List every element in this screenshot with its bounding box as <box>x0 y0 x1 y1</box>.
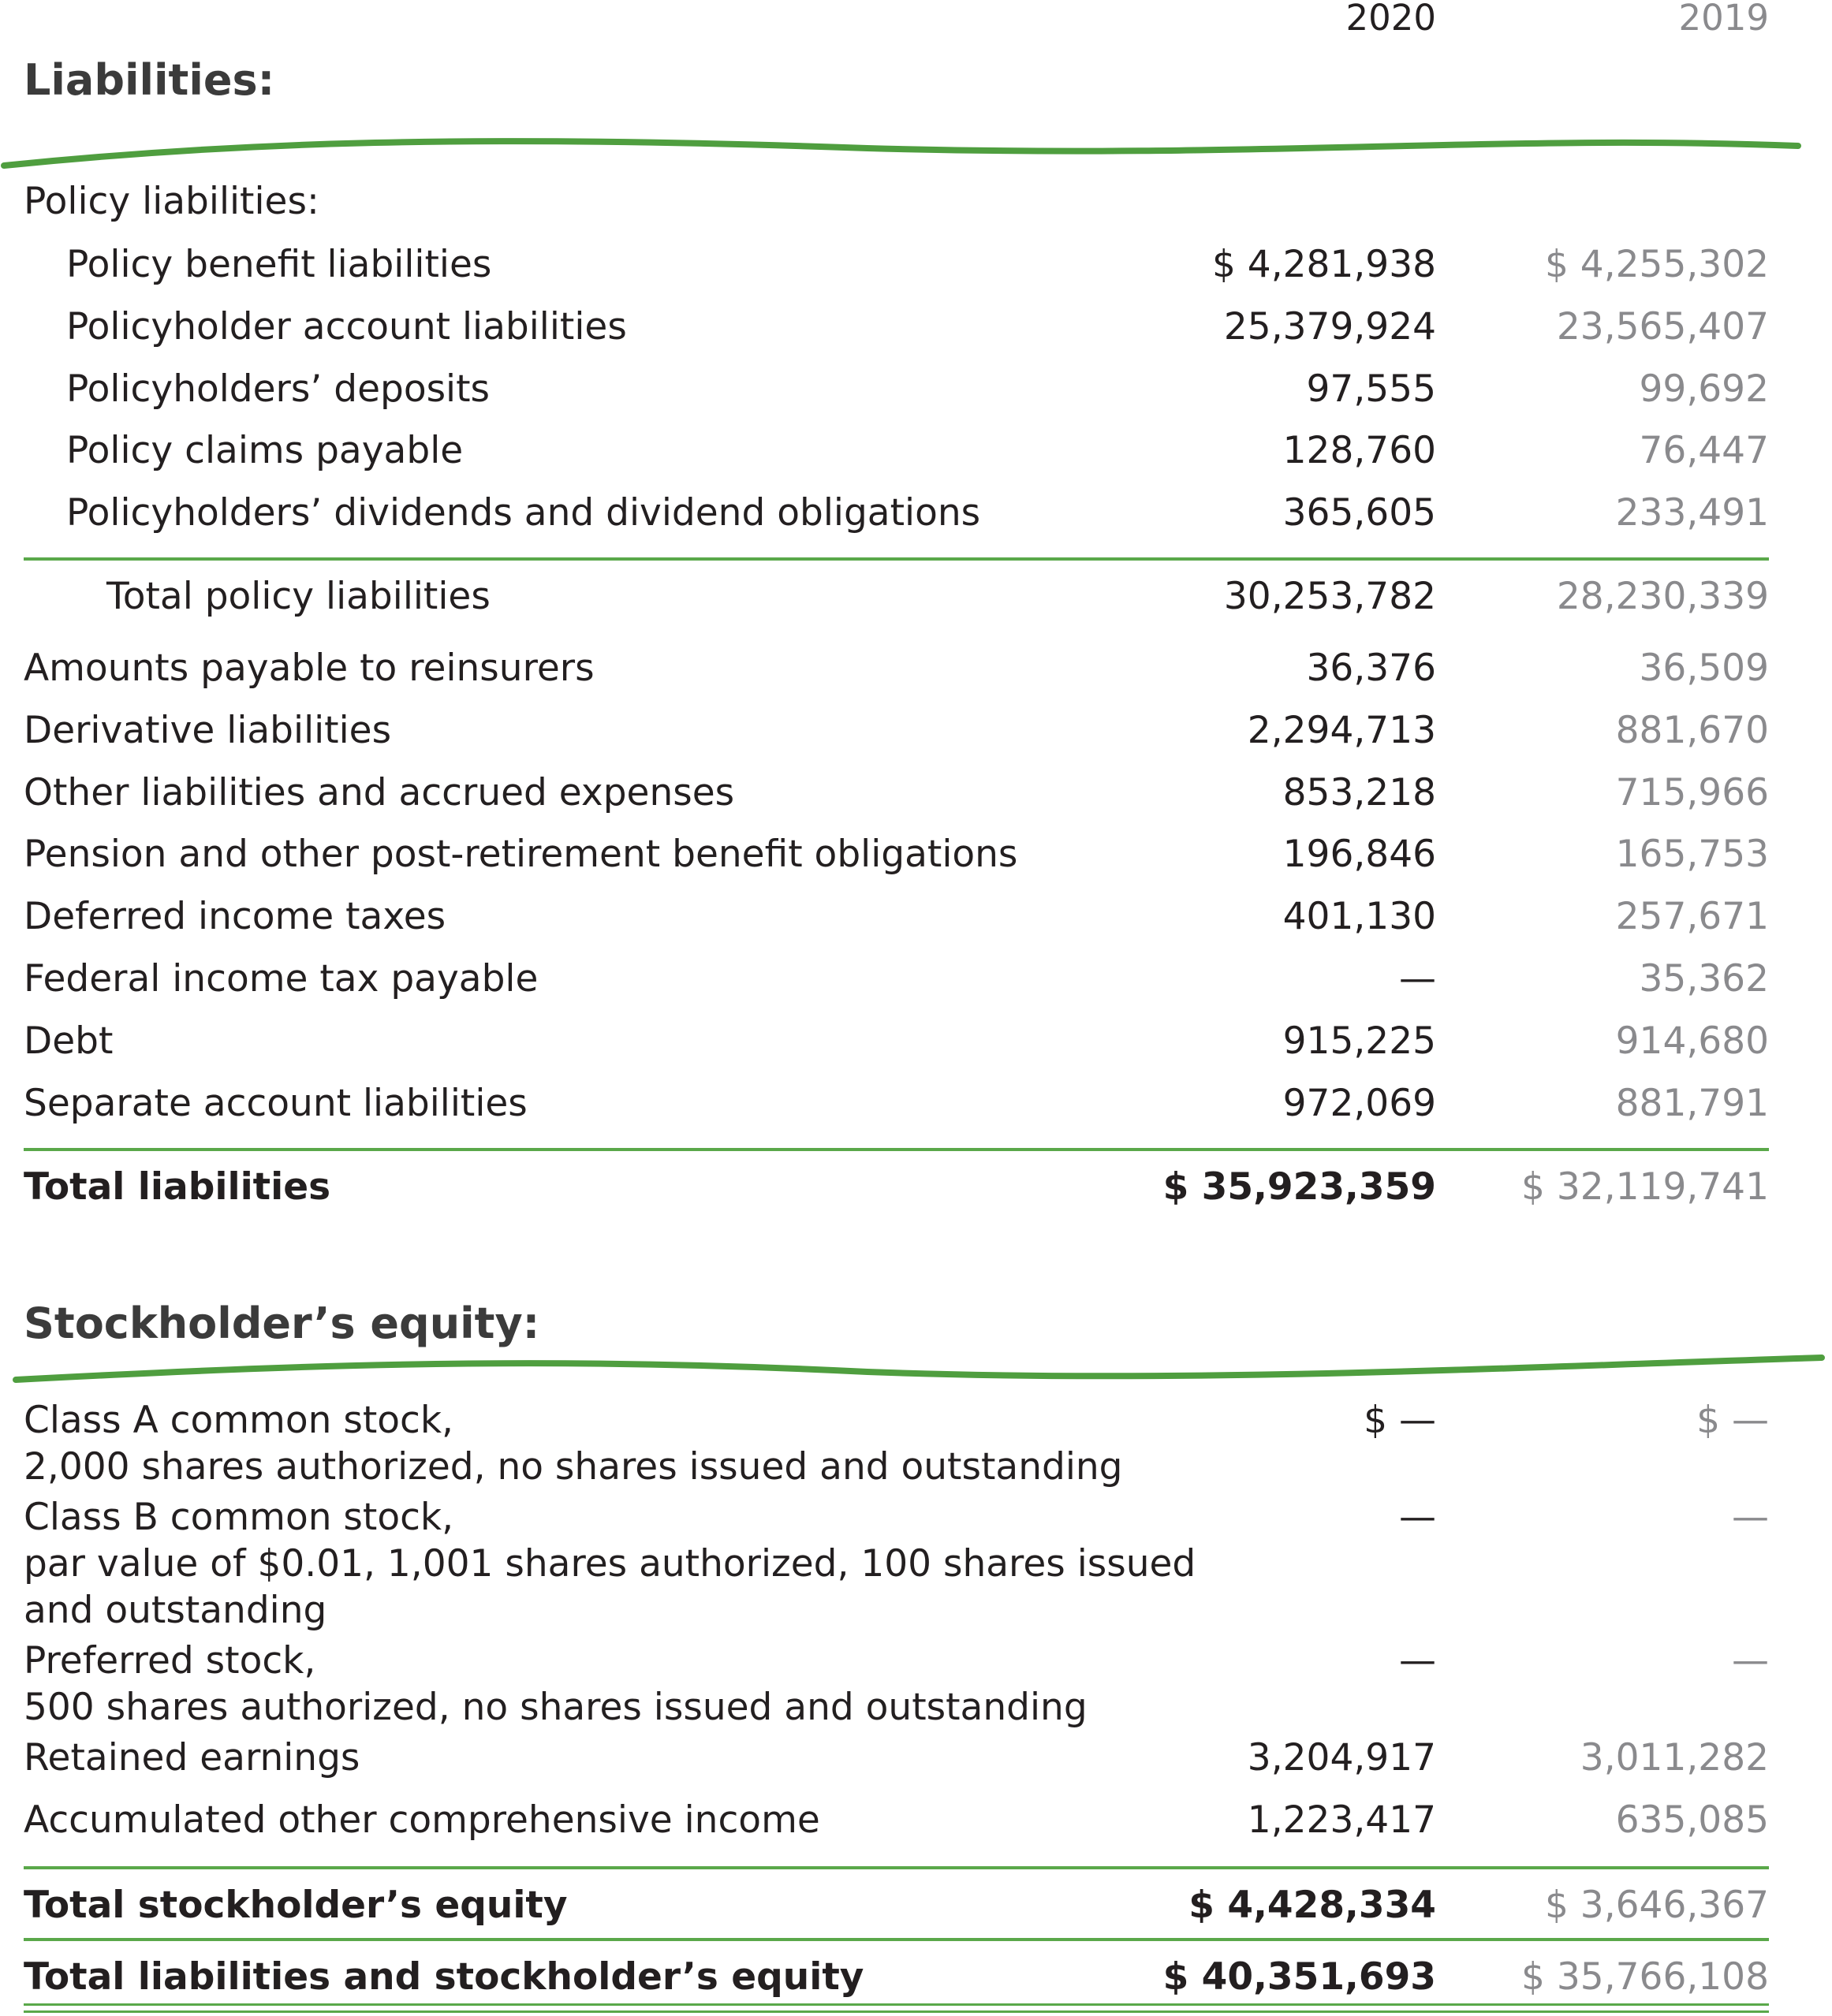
value-2020: 25,379,924 <box>1223 305 1436 348</box>
year-2020-header: 2020 <box>1345 0 1436 39</box>
value-2020: 196,846 <box>1282 833 1436 876</box>
class-a-line1: Class A common stock, <box>24 1399 453 1442</box>
value-2019: 23,565,407 <box>1556 305 1769 348</box>
divider <box>24 1938 1769 1941</box>
value-2020: 972,069 <box>1282 1082 1436 1125</box>
value-2019: 36,509 <box>1639 647 1769 690</box>
row-label: Policyholders’ dividends and dividend obligations <box>66 491 981 535</box>
value-2020: — <box>1399 1639 1436 1682</box>
double-rule-top <box>24 2003 1769 2006</box>
value-2019: 35,362 <box>1639 957 1769 1001</box>
value-2019: 881,791 <box>1615 1082 1769 1125</box>
aoci-label: Accumulated other comprehensive income <box>24 1798 820 1842</box>
value-2020: 365,605 <box>1282 491 1436 535</box>
class-b-line2: par value of $0.01, 1,001 shares authorized, 100 shares issued <box>24 1542 1196 1586</box>
row-label: Policyholder account liabilities <box>66 305 627 348</box>
value-2019: 165,753 <box>1615 833 1769 876</box>
equity-heading: Stockholder’s equity: <box>24 1299 540 1348</box>
value-2019: 28,230,339 <box>1556 575 1769 618</box>
value-2020: 128,760 <box>1282 429 1436 472</box>
row-label: Policy benefit liabilities <box>66 243 492 286</box>
row-label: Federal income tax payable <box>24 957 539 1001</box>
value-2020: $ 4,281,938 <box>1211 243 1436 286</box>
grand-total-2019: $ 35,766,108 <box>1521 1955 1769 1999</box>
value-2019: $ — <box>1696 1399 1769 1442</box>
grand-total-label: Total liabilities and stockholder’s equity <box>24 1955 864 1999</box>
row-label: Policyholders’ deposits <box>66 367 491 411</box>
preferred-line2: 500 shares authorized, no shares issued and outstanding <box>24 1686 1088 1729</box>
total-equity-2020: $ 4,428,334 <box>1188 1884 1436 1927</box>
row-label: Deferred income taxes <box>24 895 446 938</box>
retained-earnings-label: Retained earnings <box>24 1736 360 1779</box>
value-2020: 3,204,917 <box>1247 1736 1436 1779</box>
row-label: Amounts payable to reinsurers <box>24 647 595 690</box>
double-rule-bottom <box>24 2010 1769 2013</box>
total-liabilities-2019: $ 32,119,741 <box>1521 1165 1769 1209</box>
grand-total-2020: $ 40,351,693 <box>1162 1955 1436 1999</box>
divider <box>24 1866 1769 1869</box>
preferred-line1: Preferred stock, <box>24 1639 316 1682</box>
value-2020: 36,376 <box>1306 647 1436 690</box>
value-2019: 881,670 <box>1615 709 1769 752</box>
total-liabilities-2020: $ 35,923,359 <box>1162 1165 1436 1209</box>
value-2019: 257,671 <box>1615 895 1769 938</box>
row-label: Derivative liabilities <box>24 709 392 752</box>
value-2020: 401,130 <box>1282 895 1436 938</box>
total-equity-2019: $ 3,646,367 <box>1544 1884 1769 1927</box>
value-2019: 914,680 <box>1615 1019 1769 1063</box>
total-liabilities-label: Total liabilities <box>24 1165 331 1209</box>
value-2020: 915,225 <box>1282 1019 1436 1063</box>
green-brush-divider <box>0 1340 1832 1388</box>
year-2019-header: 2019 <box>1678 0 1769 39</box>
value-2019: 233,491 <box>1615 491 1769 535</box>
row-label: Debt <box>24 1019 114 1063</box>
divider <box>24 1148 1769 1151</box>
value-2019: 635,085 <box>1615 1798 1769 1842</box>
row-label: Separate account liabilities <box>24 1082 528 1125</box>
value-2019: — <box>1732 1496 1769 1539</box>
row-label: Other liabilities and accrued expenses <box>24 771 735 814</box>
policy-liabilities-heading: Policy liabilities: <box>24 180 319 223</box>
value-2020: 2,294,713 <box>1247 709 1436 752</box>
class-b-line1: Class B common stock, <box>24 1496 454 1539</box>
divider <box>24 557 1769 561</box>
green-brush-divider <box>0 126 1832 173</box>
value-2019: 3,011,282 <box>1580 1736 1769 1779</box>
class-a-line2: 2,000 shares authorized, no shares issued and outstanding <box>24 1445 1123 1489</box>
value-2020: 1,223,417 <box>1247 1798 1436 1842</box>
value-2020: — <box>1399 957 1436 1001</box>
value-2019: 76,447 <box>1639 429 1769 472</box>
total-policy-label: Total policy liabilities <box>106 575 491 618</box>
row-label: Pension and other post-retirement benefit obligations <box>24 833 1018 876</box>
value-2019: $ 4,255,302 <box>1544 243 1769 286</box>
total-equity-label: Total stockholder’s equity <box>24 1884 568 1927</box>
value-2020: 97,555 <box>1306 367 1436 411</box>
value-2020: 853,218 <box>1282 771 1436 814</box>
value-2019: — <box>1732 1639 1769 1682</box>
value-2020: 30,253,782 <box>1223 575 1436 618</box>
value-2019: 715,966 <box>1615 771 1769 814</box>
row-label: Policy claims payable <box>66 429 464 472</box>
value-2019: 99,692 <box>1639 367 1769 411</box>
class-b-line3: and outstanding <box>24 1589 327 1632</box>
liabilities-heading: Liabilities: <box>24 55 275 105</box>
value-2020: — <box>1399 1496 1436 1539</box>
value-2020: $ — <box>1364 1399 1436 1442</box>
